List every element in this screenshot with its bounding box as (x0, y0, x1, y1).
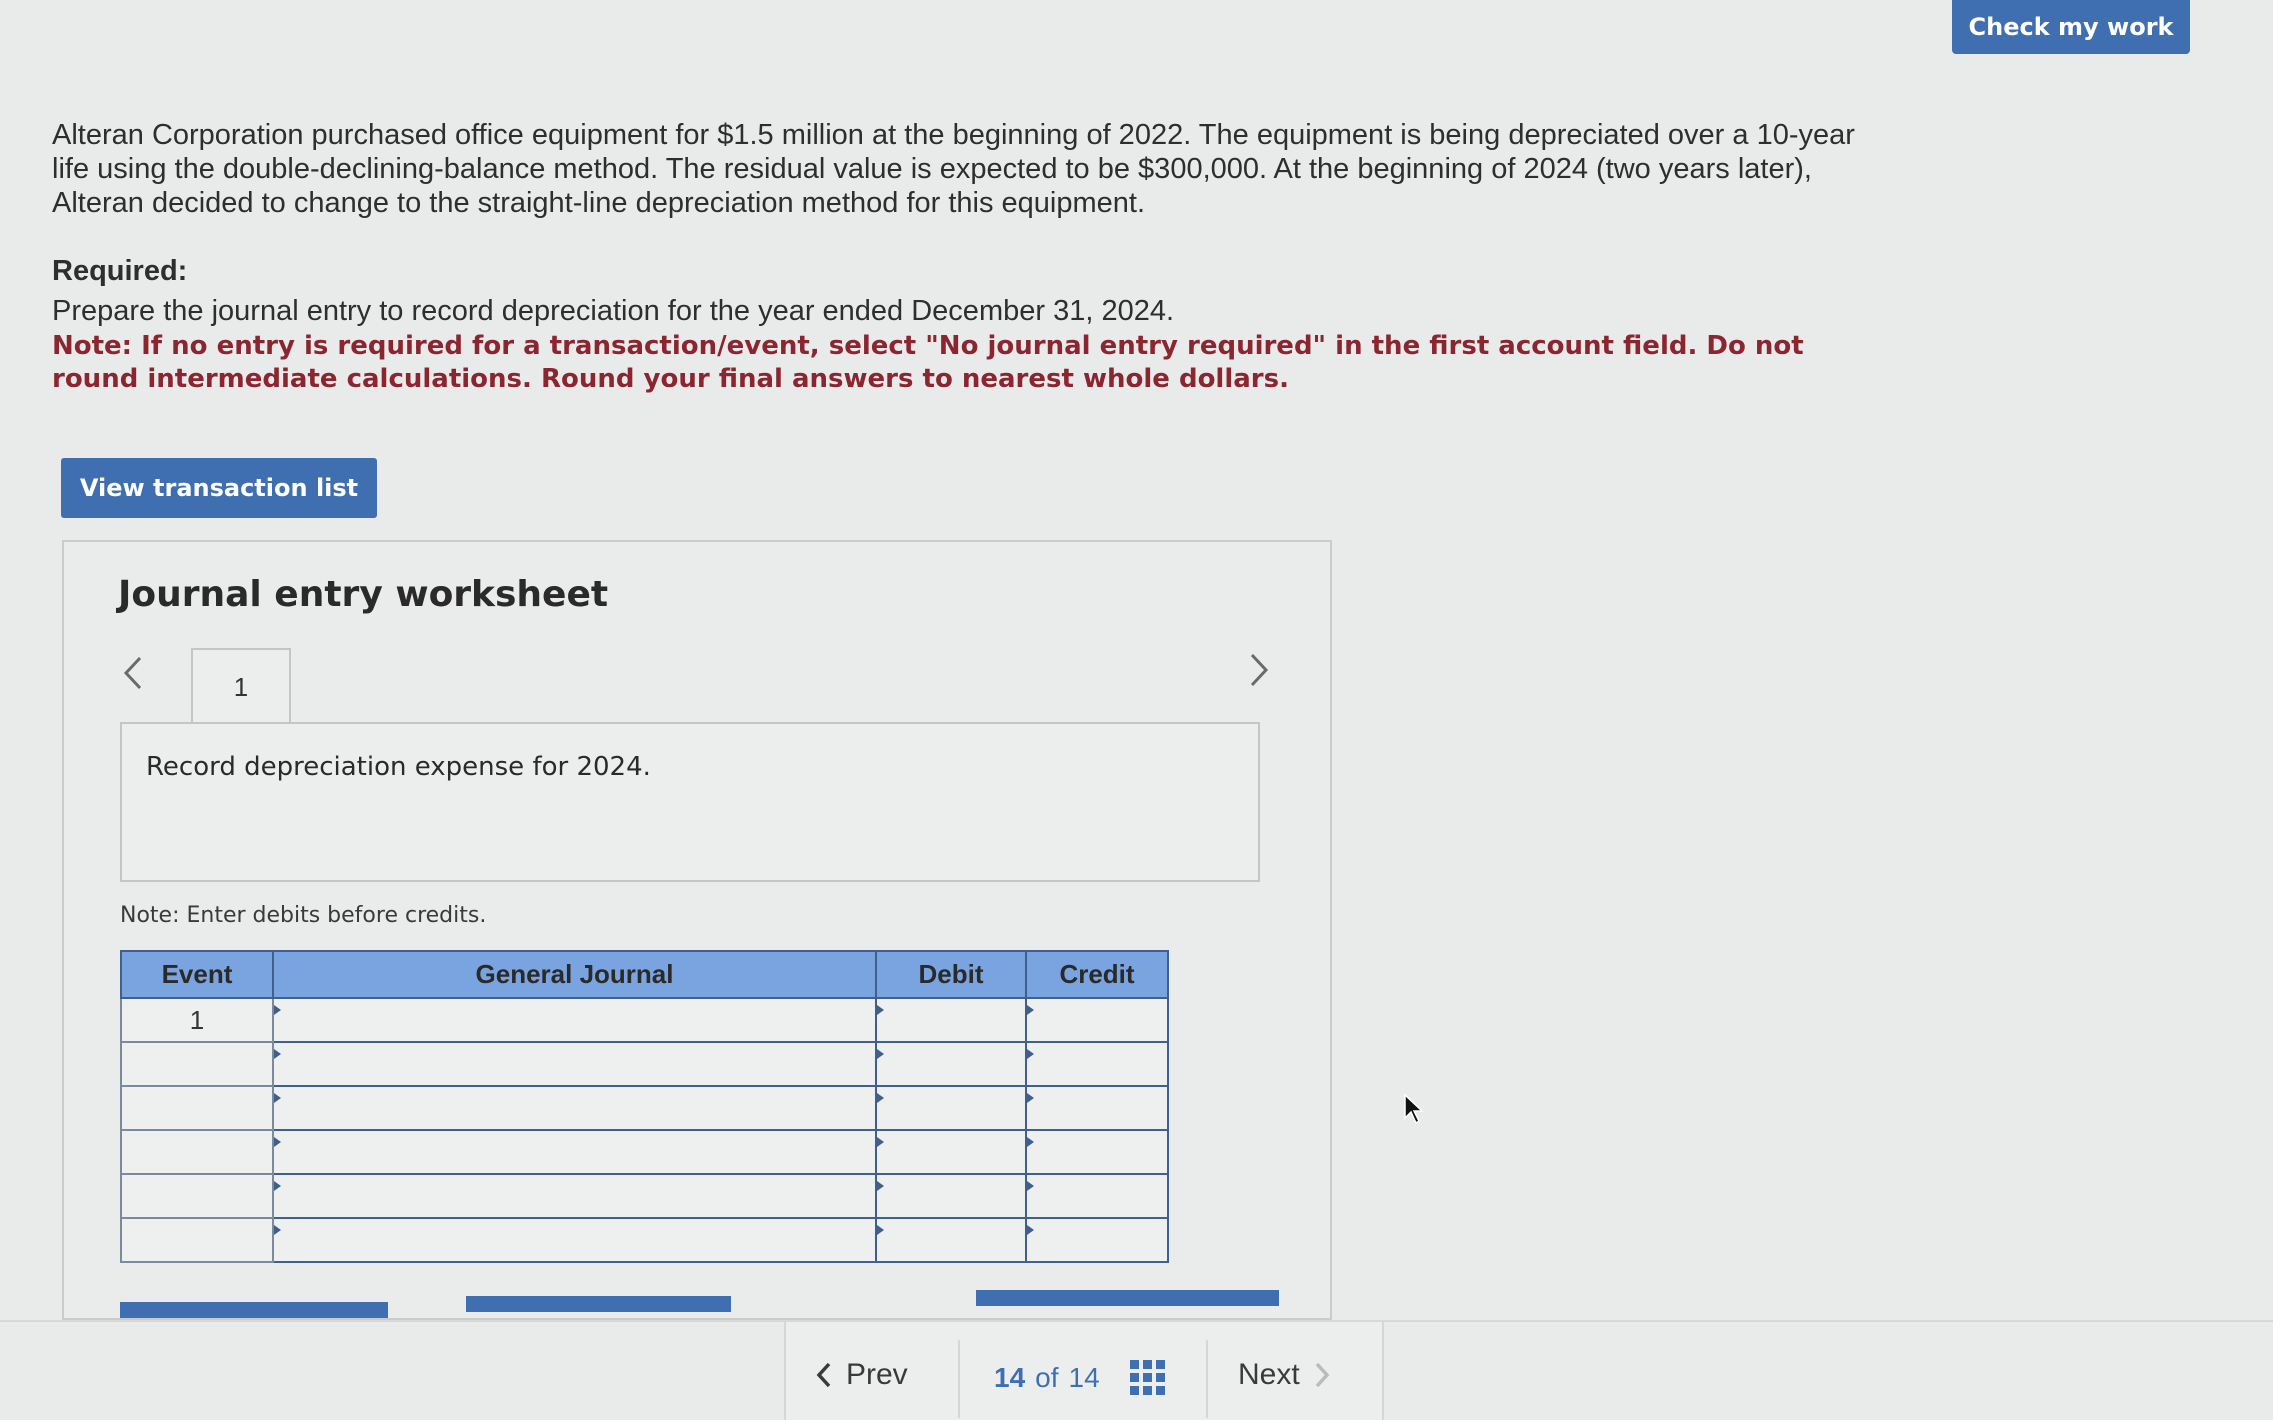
nav-divider (1206, 1340, 1208, 1418)
credit-input[interactable] (1026, 1130, 1168, 1174)
previous-tab-chevron-icon[interactable] (122, 655, 144, 700)
next-label: Next (1238, 1358, 1300, 1391)
total-pages: 14 (1068, 1361, 1100, 1393)
account-select[interactable] (273, 1218, 876, 1262)
table-row (121, 1042, 1168, 1086)
worksheet-title: Journal entry worksheet (118, 574, 609, 615)
tab-event-1[interactable] (191, 648, 291, 724)
current-page: 14 (994, 1361, 1026, 1393)
question-grid-icon[interactable] (1130, 1360, 1165, 1395)
column-header-credit: Credit (1026, 951, 1168, 998)
debit-input[interactable] (876, 1130, 1026, 1174)
required-note: Note: If no entry is required for a transaction/event, select "No journal entry required" in the first account field. Do not round intermediate calculations. Round your final answers to nearest whole dollars. (52, 331, 1804, 394)
chevron-right-icon (1314, 1362, 1330, 1388)
debit-input[interactable] (876, 1218, 1026, 1262)
credit-input[interactable] (1026, 1086, 1168, 1130)
of-label: of (1035, 1361, 1059, 1393)
table-row (121, 1218, 1168, 1262)
account-select[interactable] (273, 1130, 876, 1174)
event-cell: 1 (121, 998, 273, 1042)
debit-input[interactable] (876, 1042, 1026, 1086)
journal-table (120, 950, 1169, 1263)
transaction-description: Record depreciation expense for 2024. (146, 752, 651, 782)
required-text: Prepare the journal entry to record depreciation for the year ended December 31, 2024. (52, 295, 1175, 327)
next-button[interactable] (1238, 1358, 1330, 1392)
tab-label: 1 (233, 671, 249, 702)
check-my-work-button[interactable]: Check my work (1952, 0, 2190, 54)
debits-note: Note: Enter debits before credits. (120, 903, 487, 928)
account-select[interactable] (273, 998, 876, 1042)
event-cell (121, 1218, 273, 1262)
problem-intro: Alteran Corporation purchased office equipment for $1.5 million at the beginning of 2022. The equipment is being depreciated over a 10-year life using the double-declining-balance method. The residual value is expected to be $300,000. At the beginning of 2024 (two years later), Alteran decided to change to the straight-line depreciation method for this equipment. (52, 119, 1855, 219)
column-header-debit: Debit (876, 951, 1026, 998)
view-transaction-list-button[interactable]: View transaction list (61, 458, 377, 518)
credit-input[interactable] (1026, 998, 1168, 1042)
required-heading: Required: (52, 255, 188, 287)
event-cell (121, 1042, 273, 1086)
account-select[interactable] (273, 1042, 876, 1086)
event-cell (121, 1174, 273, 1218)
table-row (121, 1086, 1168, 1130)
credit-input[interactable] (1026, 1174, 1168, 1218)
table-row (121, 998, 1168, 1042)
prev-button[interactable] (816, 1358, 908, 1392)
chevron-left-icon (816, 1362, 832, 1388)
debit-input[interactable] (876, 1086, 1026, 1130)
view-general-journal-button[interactable] (976, 1290, 1279, 1306)
debit-input[interactable] (876, 998, 1026, 1042)
nav-divider (958, 1340, 960, 1418)
column-header-general-journal: General Journal (273, 951, 876, 998)
clear-entry-button[interactable] (466, 1296, 731, 1312)
transaction-description-box (120, 722, 1260, 882)
prev-label: Prev (846, 1358, 908, 1391)
column-header-event: Event (121, 951, 273, 998)
page-indicator[interactable] (994, 1360, 1165, 1395)
event-cell (121, 1130, 273, 1174)
debit-input[interactable] (876, 1174, 1026, 1218)
table-row (121, 1174, 1168, 1218)
credit-input[interactable] (1026, 1042, 1168, 1086)
account-select[interactable] (273, 1174, 876, 1218)
record-entry-button[interactable] (120, 1302, 388, 1318)
event-cell (121, 1086, 273, 1130)
table-row (121, 1130, 1168, 1174)
credit-input[interactable] (1026, 1218, 1168, 1262)
mouse-cursor-icon (1404, 1094, 1424, 1124)
next-tab-chevron-icon[interactable] (1248, 652, 1270, 697)
account-select[interactable] (273, 1086, 876, 1130)
